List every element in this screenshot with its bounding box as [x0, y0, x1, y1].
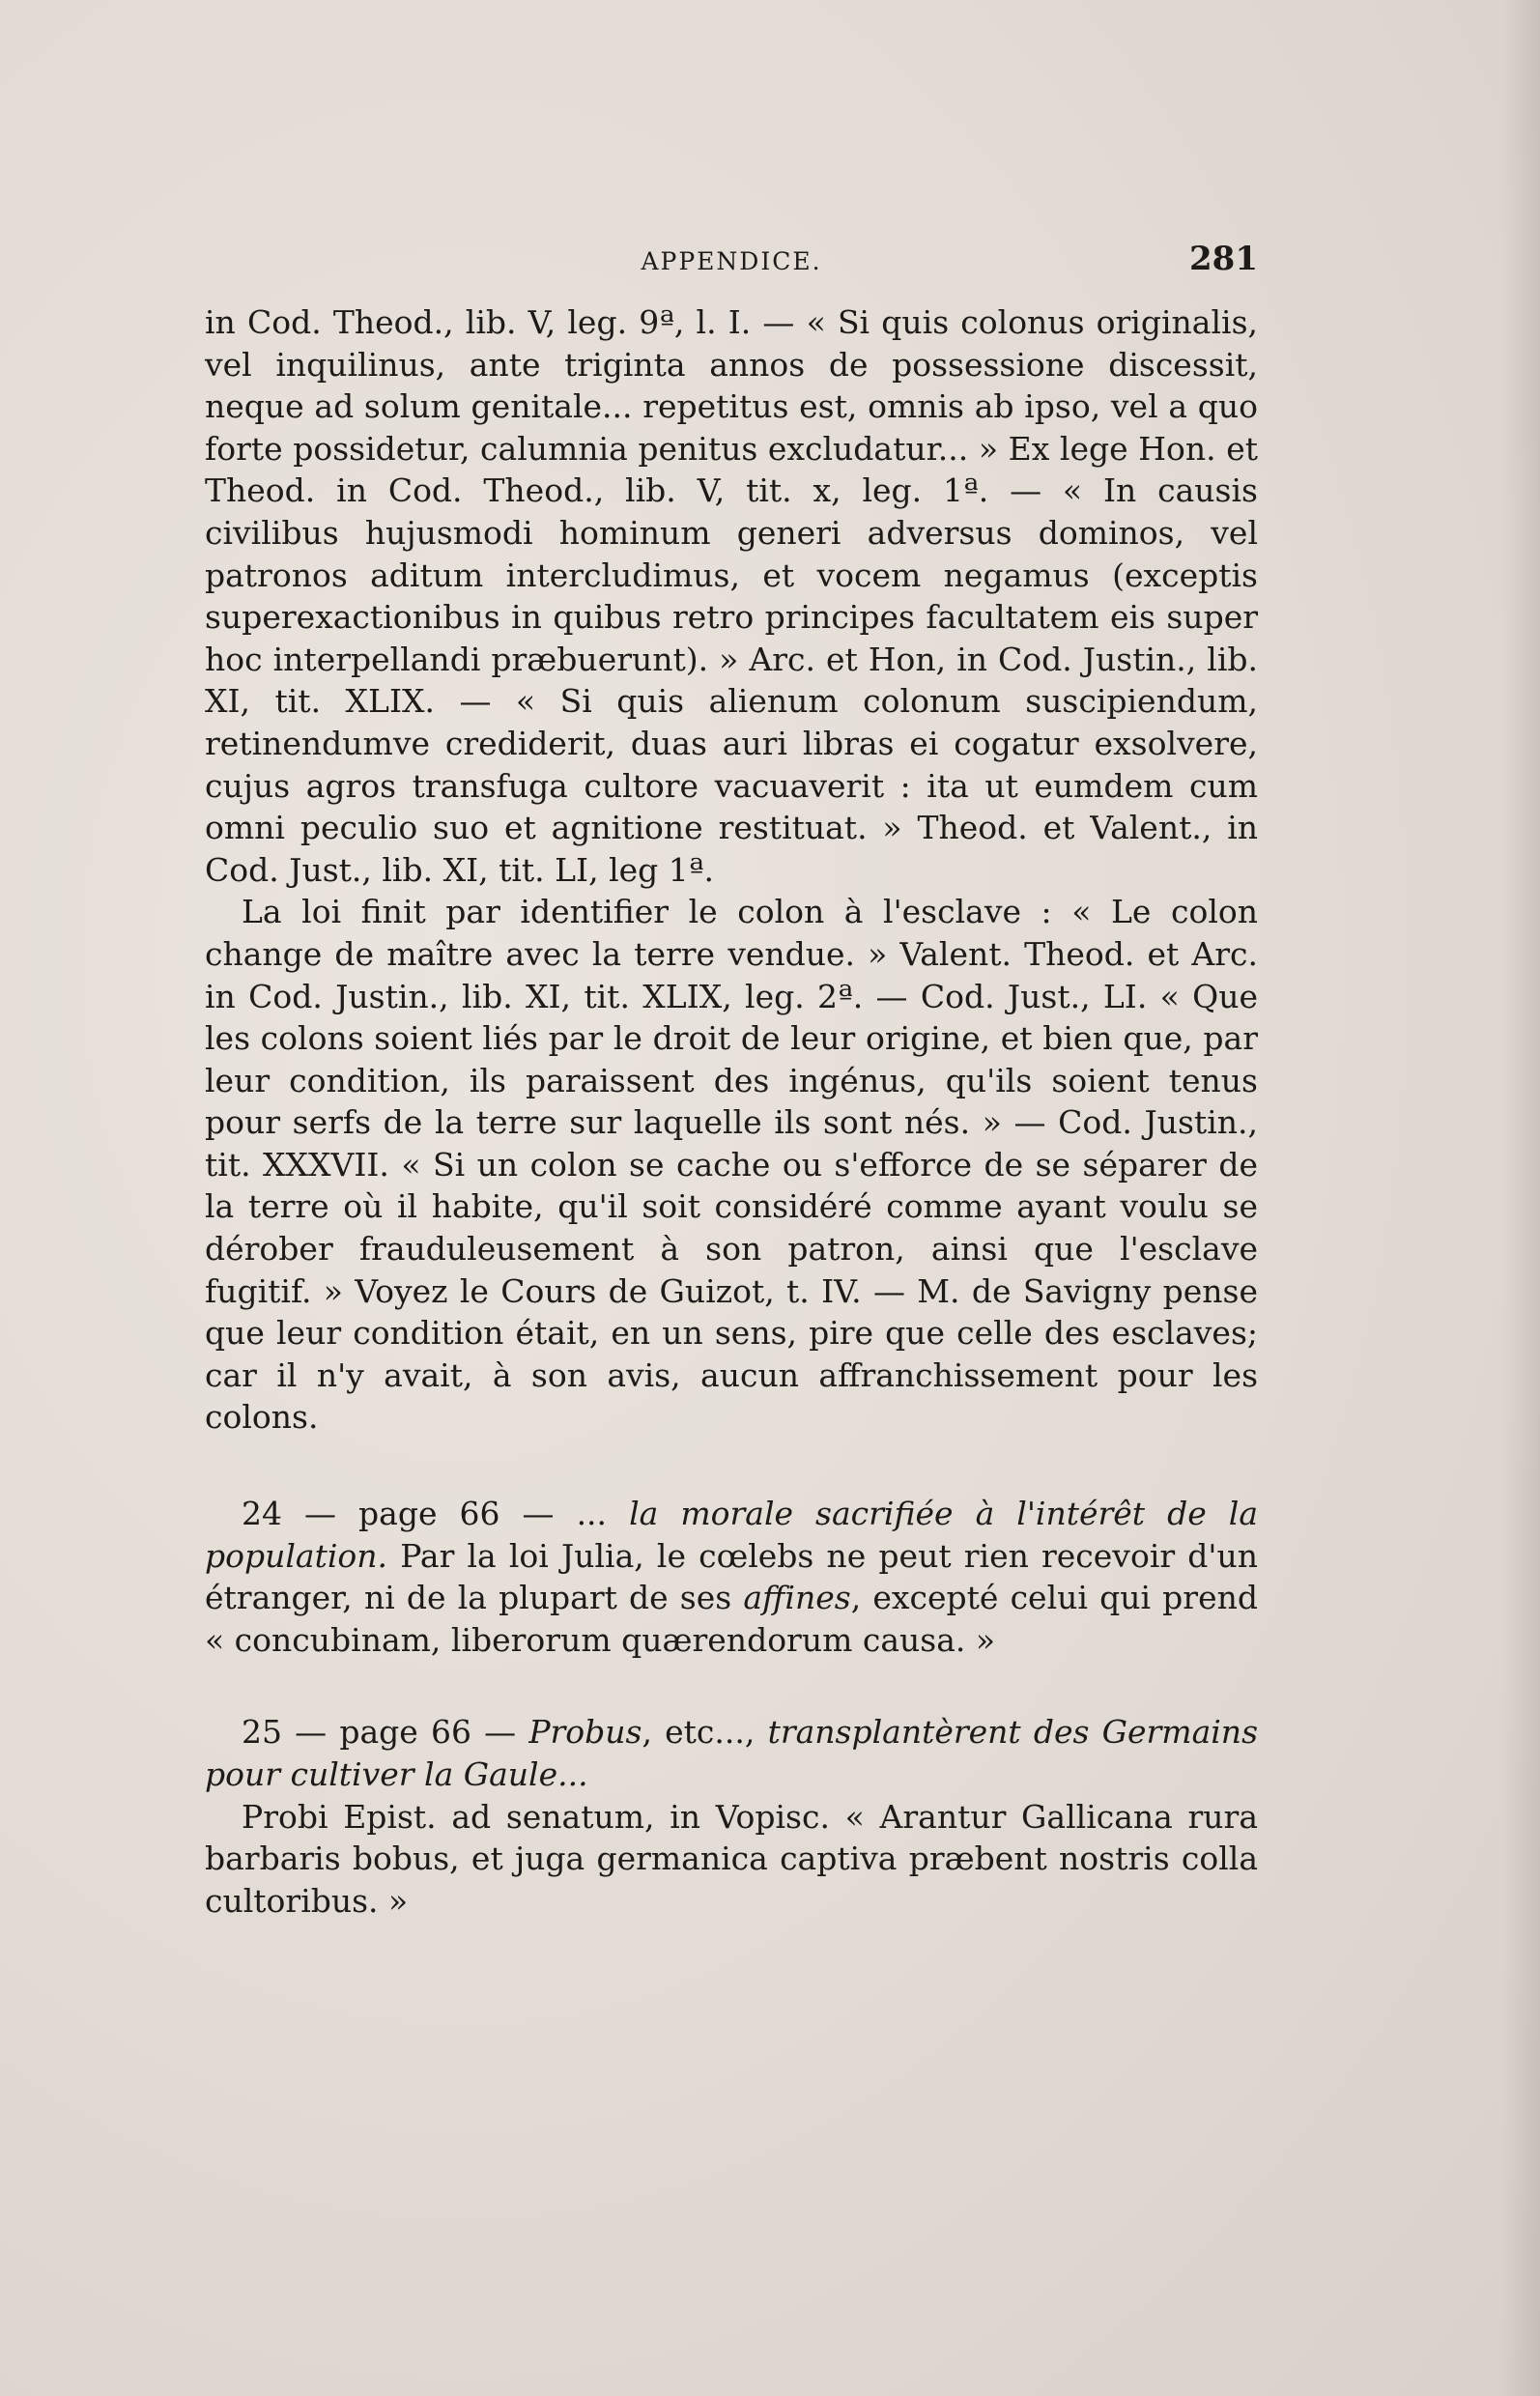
paragraph-latin-citations: in Cod. Theod., lib. V, leg. 9ª, l. I. — « Si quis colonus originalis, vel inquilinus, ante triginta annos de possessione discessit, neque ad solum genitale... repetitus est, omnis ab ipso, vel a quo forte possidetur, calumnia penitus excludatur... » Ex lege Hon. et Theod. in Cod. Theod., lib. V, tit. x, leg. 1ª. — « In causis civilibus hujusmodi hominum generi adversus dominos, vel patronos aditum intercludimus, et vocem negamus (exceptis superexactionibus in quibus retro principes facultatem eis super hoc interpellandi præbuerunt). » Arc. et Hon, in Cod. Justin., lib. XI, tit. XLIX. — « Si quis alienum colonum suscipiendum, retinendumve crediderit, duas auri libras ei cogatur exsolvere, cujus agros transfuga cultore vacuaverit : ita ut eumdem cum omni peculio suo et agnitione restituat. » Theod. et Valent., in Cod. Just., lib. XI, tit. LI, leg 1ª.	[205, 303, 1258, 889]
note-24-italic-word: affines	[743, 1579, 851, 1617]
note-24-lead: 24 — page 66 — ...	[242, 1495, 608, 1533]
note-25-mid: , etc...,	[642, 1713, 756, 1752]
note-25-lead: 25 — page 66 —	[242, 1713, 517, 1752]
note-24-text-a: Par la loi Julia, le cœlebs ne peut rien recevoir d'un étranger, ni de la plupart de ses	[205, 1536, 1258, 1617]
running-head	[205, 240, 1258, 288]
note-25-italic-a: Probus	[528, 1713, 642, 1752]
note-24-text-b: , excepté celui qui prend « concubinam, liberorum quærendorum causa. »	[205, 1579, 1258, 1659]
page-number: 281	[1189, 240, 1258, 278]
section-gap	[205, 1661, 1258, 1711]
note-25	[205, 1711, 1258, 1795]
page-edge-shadow	[1501, 0, 1540, 2396]
note-25-body: Probi Epist. ad senatum, in Vopisc. « Arantur Gallicana rura barbaris bobus, et juga germanica captiva præbent nostris colla cultoribus. »	[205, 1797, 1258, 1920]
note-25-italic-b: transplantèrent des Germains pour cultiver la Gaule...	[205, 1713, 1259, 1793]
section-gap	[205, 1439, 1258, 1493]
note-24-title: la morale sacrifiée à l'intérêt de la population.	[205, 1495, 1258, 1575]
page-body	[205, 301, 1258, 1922]
note-24	[205, 1493, 1258, 1661]
paragraph-colon-law: La loi finit par identifier le colon à l'esclave : « Le colon change de maître avec la terre vendue. » Valent. Theod. et Arc. in Cod. Justin., lib. XI, tit. XLIX, leg. 2ª. — Cod. Just., LI. « Que les colons soient liés par le droit de leur origine, et bien que, par leur condition, ils paraissent des ingénus, qu'ils soient tenus pour serfs de la terre sur laquelle ils sont nés. » — Cod. Justin., tit. XXXVII. « Si un colon se cache ou s'efforce de se séparer de la terre où il habite, qu'il soit considéré comme ayant voulu se dérober frauduleusement à son patron, ainsi que l'esclave fugitif. » Voyez le Cours de Guizot, t. IV. — M. de Savigny pense que leur condition était, en un sens, pire que celle des esclaves; car il n'y avait, à son avis, aucun affranchissement pour les colons.	[205, 893, 1258, 1437]
running-title: APPENDICE.	[641, 247, 822, 275]
